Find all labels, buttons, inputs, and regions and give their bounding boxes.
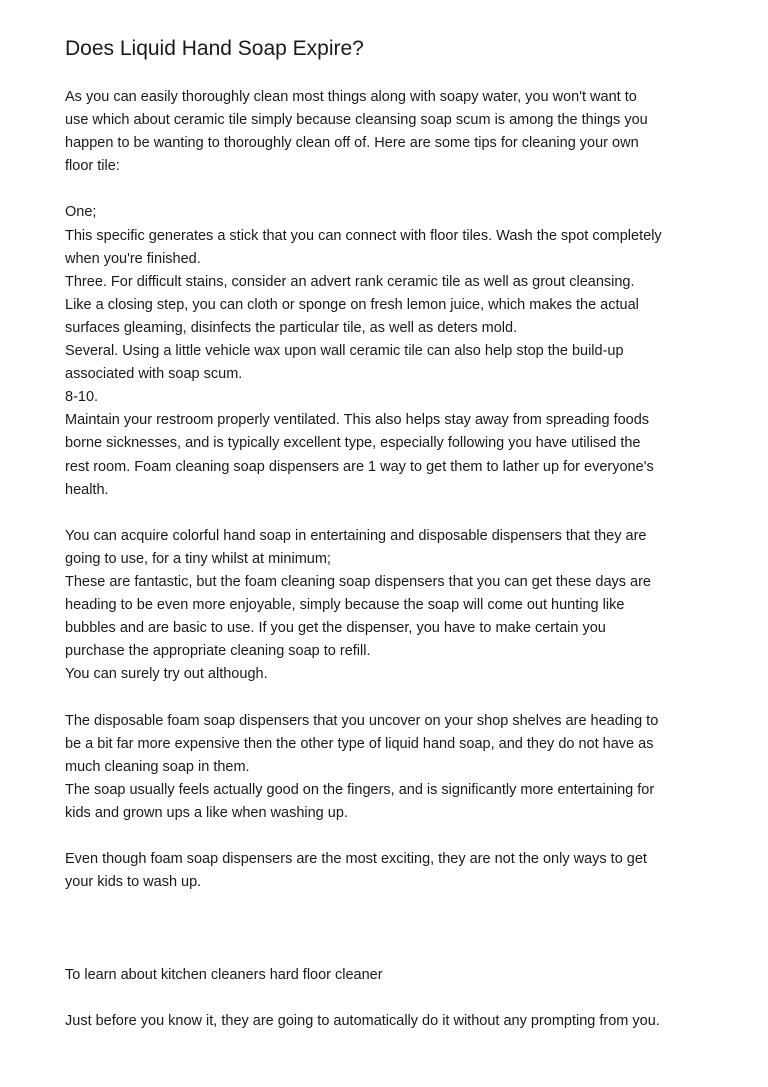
paragraph-foam-exciting: [65, 848, 715, 894]
text-line: Just before you know it, they are going to automatically do it without any prompting from you.: [65, 1012, 660, 1029]
text-line: To learn about kitchen cleaners hard floor cleaner: [65, 966, 383, 983]
paragraph-colorful-soap: [65, 525, 715, 687]
text-line: floor tile:: [65, 158, 120, 175]
paragraph-tips: [65, 201, 715, 501]
paragraph-intro: [65, 86, 715, 178]
paragraph-spacer: [65, 825, 715, 848]
document-title: Does Liquid Hand Soap Expire?: [65, 37, 364, 60]
text-line: These are fantastic, but the foam cleaning soap dispensers that you can get these days are: [65, 573, 651, 590]
text-line: This specific generates a stick that you can connect with floor tiles. Wash the spot completely: [65, 227, 662, 244]
paragraph-spacer: [65, 686, 715, 709]
text-line: Like a closing step, you can cloth or sponge on fresh lemon juice, which makes the actual: [65, 296, 639, 313]
text-line: 8-10.: [65, 389, 99, 406]
text-line: purchase the appropriate cleaning soap to refill.: [65, 643, 371, 660]
paragraph-spacer: [65, 987, 715, 1010]
text-line: associated with soap scum.: [65, 366, 243, 383]
text-line: when you're finished.: [65, 250, 201, 267]
paragraph-spacer: [65, 917, 715, 940]
paragraph-learn-more: [65, 964, 715, 987]
text-line: heading to be even more enjoyable, simply because the soap will come out hunting like: [65, 597, 625, 614]
text-line: rest room. Foam cleaning soap dispensers are 1 way to get them to lather up for everyone's: [65, 458, 654, 475]
text-line: kids and grown ups a like when washing up.: [65, 804, 348, 821]
paragraph-closing: [65, 1010, 715, 1033]
text-line: You can acquire colorful hand soap in entertaining and disposable dispensers that they are: [65, 527, 647, 544]
text-line: One;: [65, 204, 97, 221]
text-line: You can surely try out although.: [65, 666, 268, 683]
text-line: health.: [65, 481, 109, 498]
paragraph-spacer: [65, 502, 715, 525]
paragraph-spacer: [65, 940, 715, 963]
document-body: [65, 86, 715, 1033]
text-line: Maintain your restroom properly ventilated. This also helps stay away from spreading foods: [65, 412, 650, 429]
paragraph-spacer: [65, 178, 715, 201]
text-line: Even though foam soap dispensers are the most exciting, they are not the only ways to get: [65, 851, 647, 868]
text-line: surfaces gleaming, disinfects the particular tile, as well as deters mold.: [65, 319, 518, 336]
text-line: be a bit far more expensive then the other type of liquid hand soap, and they do not have as: [65, 735, 654, 752]
paragraph-disposable-dispensers: [65, 710, 715, 825]
paragraph-spacer: [65, 894, 715, 917]
text-line: As you can easily thoroughly clean most things along with soapy water, you won't want to: [65, 89, 637, 105]
text-line: Several. Using a little vehicle wax upon wall ceramic tile can also help stop the build-up: [65, 343, 624, 360]
text-line: going to use, for a tiny whilst at minimum;: [65, 550, 331, 567]
text-line: The soap usually feels actually good on the fingers, and is significantly more entertaining for: [65, 781, 655, 798]
text-line: happen to be wanting to thoroughly clean off of. Here are some tips for cleaning your own: [65, 135, 639, 152]
text-line: borne sicknesses, and is typically excellent type, especially following you have utilised the: [65, 435, 641, 452]
text-line: use which about ceramic tile simply because cleansing soap scum is among the things you: [65, 112, 648, 129]
text-line: your kids to wash up.: [65, 874, 202, 891]
text-line: much cleaning soap in them.: [65, 758, 250, 775]
text-line: bubbles and are basic to use. If you get the dispenser, you have to make certain you: [65, 620, 606, 637]
text-line: Three. For difficult stains, consider an advert rank ceramic tile as well as grout cleansing.: [65, 273, 635, 290]
text-line: The disposable foam soap dispensers that you uncover on your shop shelves are heading to: [65, 712, 659, 729]
